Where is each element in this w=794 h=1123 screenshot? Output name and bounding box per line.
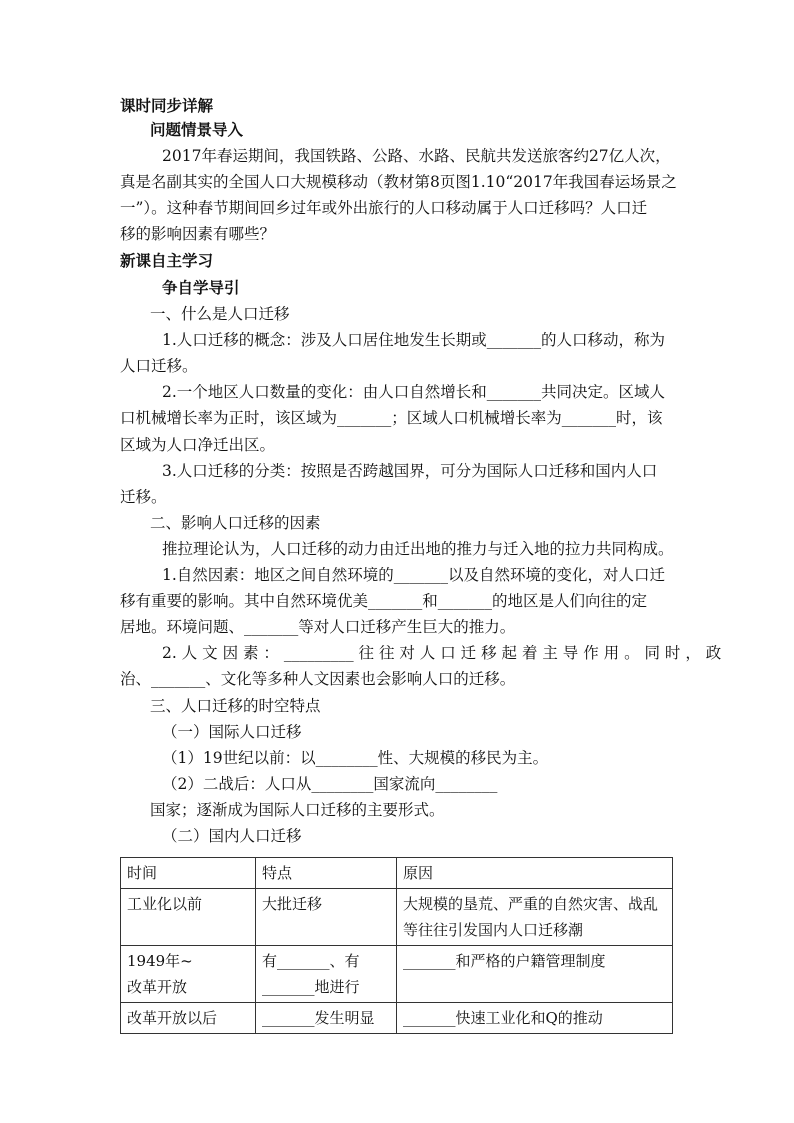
subheading-intro: 问题情景导入 <box>150 120 244 139</box>
intro-line: 真是名副其实的全国人口大规模移动（教材第8页图1.10“2017年我国春运场景之 <box>120 173 677 191</box>
table-row <box>121 946 673 1003</box>
table-cell-feature: 有_______、有 _______地进行 <box>256 946 397 1003</box>
table-header-cell: 特点 <box>256 858 397 889</box>
body-line: 移有重要的影响。其中自然环境优美_______和_______的地区是人们向往的定 <box>120 592 648 611</box>
body-line: 2. 人 文 因 素 ： _________ 往 往 对 人 口 迁 移 起 着 主 导 作 用 。 同 时 ， 政 <box>162 644 722 663</box>
body-line: （2）二战后：人口从________国家流向________ <box>162 774 498 793</box>
body-line: 居地。环境问题、_______等对人口迁移产生巨大的推力。 <box>120 618 516 637</box>
intro-line: 一”）。这种春节期间回乡过年或外出旅行的人口移动属于人口迁移吗？人口迁 <box>120 199 648 217</box>
table-cell-feature: 大批迁移 <box>256 889 397 946</box>
table-cell-feature: _______发生明显 <box>256 1003 397 1034</box>
table-row <box>121 1003 673 1034</box>
table-header-cell: 原因 <box>397 858 673 889</box>
migration-table <box>120 857 673 1034</box>
table-cell-reason: _______快速工业化和Q的推动 <box>397 1003 673 1034</box>
table-cell-time: 改革开放以后 <box>121 1003 256 1034</box>
body-line: 治、_______、文化等多种人文因素也会影响人口的迁移。 <box>120 670 516 689</box>
intro-line: 2017年春运期间，我国铁路、公路、水路、民航共发送旅客约27亿人次， <box>162 147 671 165</box>
body-line: 迁移。 <box>120 487 167 506</box>
table-row <box>121 889 673 946</box>
subheading-guide: 争自学导引 <box>162 278 240 297</box>
section-heading-new: 新课自主学习 <box>120 251 214 270</box>
body-line: 口机械增长率为正时，该区域为_______；区域人口机械增长率为_______时，该 <box>120 409 663 428</box>
table-cell-time: 工业化以前 <box>121 889 256 946</box>
body-line: 三、人口迁移的时空特点 <box>150 696 321 715</box>
table-cell-reason: 大规模的垦荒、严重的自然灾害、战乱 等往往引发国内人口迁移潮 <box>397 889 673 946</box>
body-line: 3.人口迁移的分类：按照是否跨越国界，可分为国际人口迁移和国内人口 <box>162 461 658 480</box>
section-heading-detail: 课时同步详解 <box>120 96 214 115</box>
table-cell-time: 1949年~ 改革开放 <box>121 946 256 1003</box>
body-line: 人口迁移。 <box>120 357 198 376</box>
body-line: 国家；逐渐成为国际人口迁移的主要形式。 <box>150 800 445 819</box>
body-line: 1.自然因素：地区之间自然环境的_______以及自然环境的变化，对人口迁 <box>162 566 666 584</box>
body-line: 推拉理论认为，人口迁移的动力由迁出地的推力与迁入地的拉力共同构成。 <box>162 539 674 558</box>
body-line: （二）国内人口迁移 <box>162 827 302 845</box>
table-header-cell: 时间 <box>121 858 256 889</box>
body-line: 一、什么是人口迁移 <box>150 305 290 323</box>
body-line: 二、影响人口迁移的因素 <box>150 513 321 532</box>
body-line: 1.人口迁移的概念：涉及人口居住地发生长期或_______的人口移动，称为 <box>162 331 666 350</box>
body-line: （1）19世纪以前：以________性、大规模的移民为主。 <box>162 748 549 767</box>
table-cell-reason: _______和严格的户籍管理制度 <box>397 946 673 1003</box>
intro-line: 移的影响因素有哪些？ <box>120 225 276 243</box>
body-line: 区域为人口净迁出区。 <box>120 435 276 454</box>
table-header-row <box>121 858 673 889</box>
body-line: （一）国际人口迁移 <box>162 722 302 741</box>
body-line: 2.一个地区人口数量的变化：由人口自然增长和_______共同决定。区域人 <box>162 383 666 402</box>
